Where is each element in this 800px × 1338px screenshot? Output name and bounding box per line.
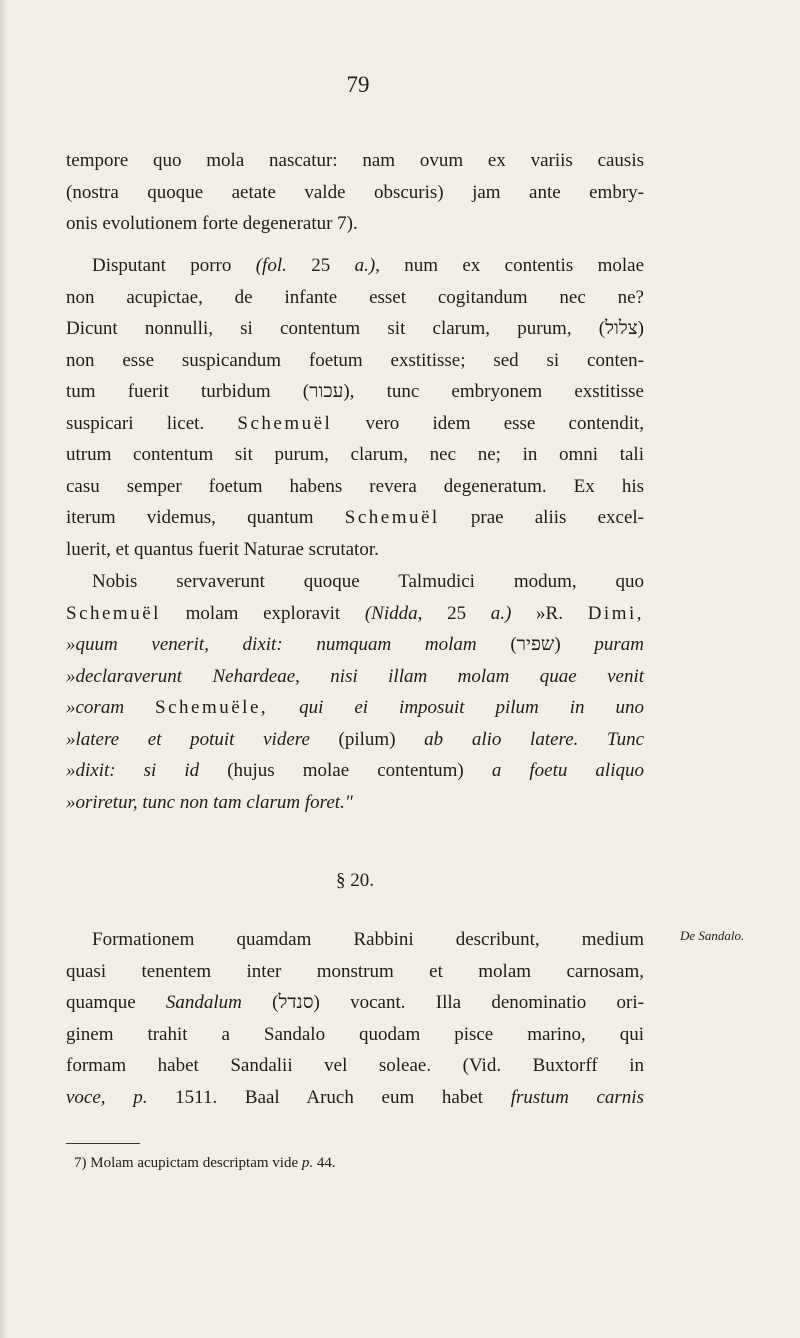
- text-line: »latere et potuit videre (pilum) ab alio latere. Tunc: [66, 728, 644, 750]
- text-line: non acupictae, de infante esset cogitandum nec ne?: [66, 286, 644, 308]
- text-line: quasi tenentem inter monstrum et molam carnosam,: [66, 960, 644, 982]
- text-line: Formationem quamdam Rabbini describunt, medium: [92, 929, 644, 950]
- text-line: (nostra quoque aetate valde obscuris) jam ante embry-: [66, 181, 644, 203]
- paragraph-sandalum: [66, 924, 644, 1113]
- page-number: 79: [346, 72, 370, 97]
- paragraph-talmudici: [66, 566, 644, 818]
- text-line: »oriretur, tunc non tam clarum foret.": [66, 791, 353, 813]
- text-line: utrum contentum sit purum, clarum, nec ne; in omni tali: [66, 444, 644, 465]
- text-line: onis evolutionem forte degeneratur 7).: [66, 213, 358, 234]
- text-line: »declaraverunt Nehardeae, nisi illam molam quae venit: [66, 665, 644, 687]
- text-line: non esse suspicandum foetum exstitisse; sed si conten-: [66, 349, 644, 371]
- text-line: casu semper foetum habens revera degeneratum. Ex his: [66, 475, 644, 497]
- text-line: »coram Schemuële, qui ei imposuit pilum in uno: [66, 697, 644, 718]
- text-line: »quum venerit, dixit: numquam molam (שפיר) puram: [66, 634, 645, 655]
- footnote-marker: 7): [74, 1155, 87, 1171]
- footnote: [74, 1155, 336, 1172]
- text-line: suspicari licet. Schemuël vero idem esse contendit,: [66, 412, 645, 434]
- paragraph-disputant: [66, 250, 644, 565]
- text-line: Disputant porro (fol. 25 a.), num ex contentis molae: [92, 255, 644, 276]
- footnote-text: Molam acupictam descriptam vide p. 44.: [90, 1155, 336, 1171]
- text-line: tum fuerit turbidum (עכור), tunc embryonem exstitisse: [66, 381, 644, 402]
- paragraph-mola-origin: [66, 145, 644, 240]
- section-heading: [66, 865, 644, 897]
- footnote-rule: [66, 1143, 140, 1144]
- text-line: voce, p. 1511. Baal Aruch eum habet frustum carnis: [66, 1086, 644, 1108]
- text-line: quamque Sandalum (סנדל) vocant. Illa denominatio ori-: [66, 992, 644, 1013]
- section-number: § 20.: [336, 870, 374, 891]
- text-line: luerit, et quantus fuerit Naturae scrutator.: [66, 538, 379, 560]
- margin-note: De Sandalo.: [680, 928, 745, 943]
- page-edge: [0, 0, 8, 1338]
- text-line: Dicunt nonnulli, si contentum sit clarum, purum, (צלול): [66, 318, 644, 339]
- text-line: formam habet Sandalii vel soleae. (Vid. Buxtorff in: [66, 1055, 644, 1076]
- text-line: tempore quo mola nascatur: nam ovum ex variis causis: [66, 150, 644, 171]
- text-line: iterum videmus, quantum Schemuël prae aliis excel-: [66, 507, 644, 528]
- text-line: Nobis servaverunt quoque Talmudici modum, quo: [92, 571, 644, 592]
- text-line: ginem trahit a Sandalo quodam pisce marino, qui: [66, 1023, 644, 1045]
- text-line: »dixit: si id (hujus molae contentum) a foetu aliquo: [66, 760, 644, 781]
- text-line: Schemuël molam exploravit (Nidda, 25 a.) »R. Dimi,: [66, 602, 644, 624]
